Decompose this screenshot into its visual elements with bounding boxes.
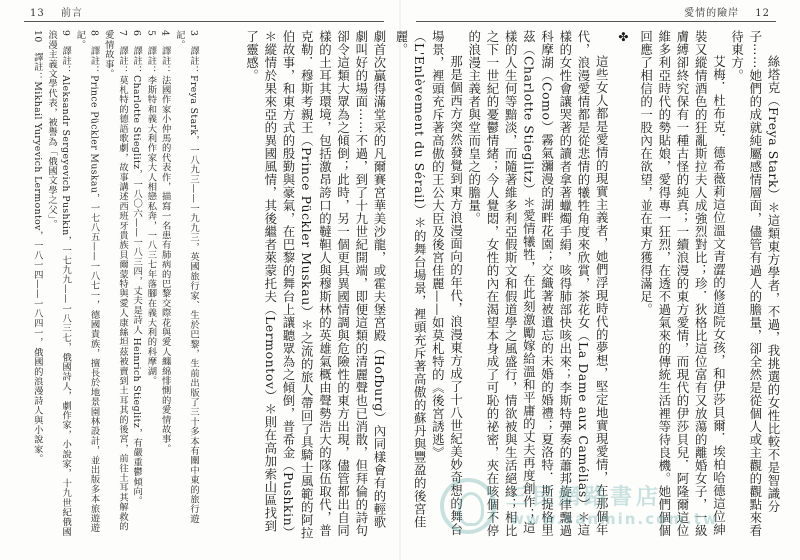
footnote: 10 譯註：Mikhail Yuryevich Lermontov，一八一四——一八四一，俄國的浪漫詩人與小說家。 bbox=[31, 30, 43, 464]
body-paragraph: 絲塔克（Freya Stark）＊這類東方學者，不過，我挑選的女性比較不是智識分子⋯⋯她們的成就純屬感情層面，儘管有過人的膽量，卻全然是從個人或主觀的觀點來看待東方。 bbox=[729, 30, 781, 537]
left-header-rule bbox=[24, 21, 384, 22]
left-running-header bbox=[24, 4, 89, 19]
footnote: 8 譯註：Prince Pückler Muskau，一七八五——一八七一，德國貴族，擅長於地景園林設計，並出版多本旅遊遊記。 bbox=[74, 30, 100, 533]
right-running-title: 愛情的險岸 bbox=[684, 8, 740, 19]
footnote: 4 譯註：法國作家小仲馬的代表作，描寫一名患有肺病的巴黎交際花與愛人纏綿悱惻的愛情故事。 bbox=[159, 30, 171, 454]
watermark-text: 三民網路書店 bbox=[506, 485, 663, 510]
right-page-body bbox=[393, 30, 782, 540]
footnote: 6 譯註：Charlotte Stieglitz，一八〇六——一八三四，丈夫是詩人 Heinrich Stieglitz，有嚴重鬱傾向。 bbox=[131, 30, 143, 506]
footnote: 5 譯註：李斯特和義大利作家大人相戀私奔，一八三七年落腳在義大利的科摩湖。 bbox=[145, 30, 157, 386]
footnote: 9 譯註：Aleksandr Sergeyevich Pushkin，一七九九——一八三七，俄國詩人，劇作家，小說家，十九世紀俄國浪漫主義文學代表，被譽為「俄國文學之父」。 bbox=[45, 30, 72, 537]
footnote: 7 譯註：莫札特的德語歌劇，故事講述西班牙貴族貝爾蒙特與愛人康絲坦茲被賣到土耳其的後宮，前往土耳其解救的愛情故事。 bbox=[102, 30, 128, 532]
footnotes bbox=[24, 30, 200, 540]
body-paragraph: 那是個西方突然發覺到東方浪漫面向的年代，浪漫東方成了十八世紀美妙奇想的舞台場景，裡頭充斥著高傲的王公大臣及後宮佳麗——如莫札特的《後宮誘逃》（L'Enlèvement du Sérail）＊的舞台場景，裡頭充斥著高傲的蘇丹與豐盈的後宮佳麗。 bbox=[393, 30, 464, 536]
left-running-title: 前言 bbox=[60, 8, 83, 19]
body-paragraph: 劇首次贏得滿堂采的凡爾賽宮華美沙龍，或霍夫堡宮殿（Hofburg）內同樣會有的輕歌劇叫好的場面⋯⋯不過，到了十九世紀開端，即便這類的清麗聲也已消散，但拜倫的詩句卻令這類大眾為之傾倒；此時，另一個更具異國情調與危險性的東方出現，儘管都出自同樣的土耳其環境，包括激昂誇口的韃靼人與穆斯林的英雄氣概由聲勢浩大的隊伍取代，普克勒．穆斯考親王（Prince Pückler Muskau）＊之流的旅人帶回了具騎士風範的阿拉伯故事，和東方式的殷勤與豪氣，在巴黎的舞台上讓聽眾為之傾倒，普希金（Pushkin）＊縱情於果來亞的異國風情，其後繼者萊蒙托夫（Lermontov）＊則在高加索山區找到了靈感。 bbox=[244, 30, 387, 540]
right-header-rule bbox=[416, 21, 776, 22]
footnote: 3 譯註：Freya Stark，一八九三——一九九三，英國旅行家、生於巴黎，生前出版了三十多本有關中東的旅行遊記。 bbox=[173, 30, 199, 524]
left-page-number: 13 bbox=[30, 8, 45, 19]
right-page-number: 12 bbox=[755, 8, 770, 19]
body-paragraph: 艾梅．杜布克．德希薇莉這位溫文青澀的修道院女孩，和伊莎貝爾．埃柏哈德這位紳裝又縱情酒色的狂亂斯拉夫人成強烈對比；珍．狄格比這位富有又放蕩的離婚女子，一級膚縛卻終究保有一種古怪的純真；一續浪漫的東方愛情，而現代的伊莎貝兒．阿隆爾這位維多利亞時代的勢貼娘，愛得專一狂烈，在透不過氣來的傳統生活裡等待良機。她們個個回應了相信的一股內在欲望，並在東方獲得滿足。 bbox=[638, 30, 727, 537]
body-paragraph: 這些女人都是愛情的現實主義者，她們浮現時代的夢想，堅定地實現愛情，在那個年代，浪漫愛情都是從悲情的犧牲角度來欣賞，茶花女（La Dame aux Camélias）＊這樣的女性會讓哭著的讀者拿著蠟燭手絹，咳得肺部快咳出來；李斯特彈奏的蕭邦旋律飄過科摩湖（Como）霧氣瀰漫的湖畔花園；交織著被遺忘的未婚的婚禮；夏洛特．斯提格里茲（Charlotte Stieglitz）＊愛情犧牲，在此刻激勵嫁給溫和平庸的丈夫再度創作；這樣的人生何等黯淡，而隨著維多利亞假斯文和假道學之風盛行，情欲被與生活絕緣；相比之下一世紀的憂鬱情緒；今人覺悶，女性的內在渴望本身成了可恥的祕密，夾在咳個不停的浪漫主義者與堂而皇之的膽量。 bbox=[466, 30, 610, 537]
flower-ornament-icon: ✤ bbox=[616, 30, 631, 45]
watermark-url: www.sanmin.com.tw bbox=[510, 510, 719, 528]
left-page-body bbox=[212, 30, 388, 540]
right-running-header bbox=[678, 4, 776, 19]
